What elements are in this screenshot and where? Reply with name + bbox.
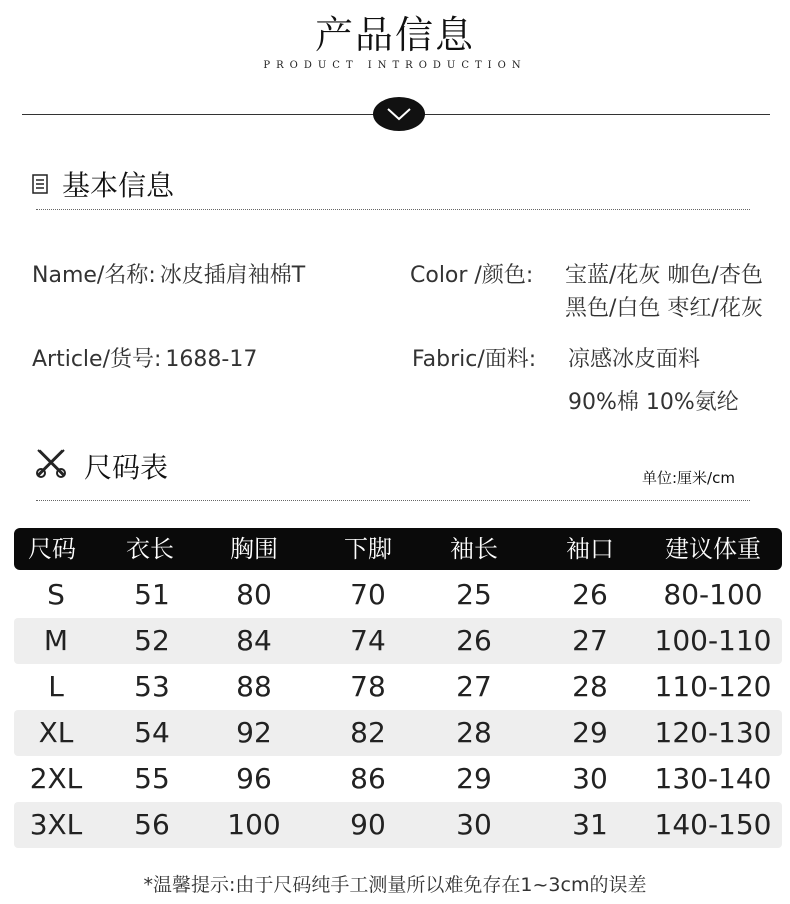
article-value: 1688-17 (165, 347, 258, 372)
color-value-line2: 黑色/白色 枣红/花灰 (565, 296, 763, 321)
table-row (14, 710, 782, 756)
table-row (14, 572, 782, 618)
size-table-body (14, 572, 782, 848)
table-cell: 90 (350, 808, 386, 841)
table-cell: M (43, 624, 69, 657)
info-fabric (412, 342, 536, 373)
table-cell: S (47, 578, 65, 611)
table-cell: 110-120 (654, 670, 772, 703)
table-cell: 53 (134, 670, 170, 703)
unit-label: 单位:厘米/cm (642, 469, 735, 487)
table-cell: 27 (572, 624, 608, 657)
document-list-icon (32, 174, 48, 194)
table-cell: XL (38, 716, 74, 749)
table-cell: 55 (134, 762, 170, 795)
table-row (14, 618, 782, 664)
column-header: 袖长 (450, 535, 498, 563)
article-label: Article/货号: (32, 347, 162, 372)
column-header: 尺码 (28, 535, 76, 563)
size-table-header (14, 528, 782, 570)
table-cell: 3XL (29, 808, 83, 841)
page-subtitle: PRODUCT INTRODUCTION (263, 60, 527, 71)
table-cell: 78 (350, 670, 386, 703)
table-cell: 120-130 (654, 716, 772, 749)
table-cell: 54 (134, 716, 170, 749)
section-divider (36, 209, 750, 210)
name-value: 冰皮插肩袖棉T (159, 263, 306, 288)
table-cell: 82 (350, 716, 386, 749)
fabric-value-line1: 凉感冰皮面料 (568, 347, 701, 372)
table-cell: 27 (456, 670, 492, 703)
table-row (14, 664, 782, 710)
table-cell: 29 (456, 762, 492, 795)
table-cell: 30 (456, 808, 492, 841)
table-cell: 30 (572, 762, 608, 795)
table-cell: 25 (456, 578, 492, 611)
table-cell: 2XL (29, 762, 83, 795)
table-cell: 31 (572, 808, 608, 841)
header-badge (373, 97, 425, 131)
table-cell: 52 (134, 624, 170, 657)
table-cell: 92 (236, 716, 272, 749)
color-label: Color /颜色: (410, 263, 534, 288)
info-article (32, 342, 257, 373)
table-cell: 28 (572, 670, 608, 703)
table-cell: 80 (236, 578, 272, 611)
scissors-icon (34, 446, 68, 480)
table-cell: 130-140 (654, 762, 772, 795)
table-cell: 96 (236, 762, 272, 795)
table-cell: 28 (456, 716, 492, 749)
column-header: 下脚 (344, 535, 392, 563)
column-header: 建议体重 (665, 535, 761, 563)
table-row (14, 756, 782, 802)
table-cell: 140-150 (654, 808, 772, 841)
table-row (14, 802, 782, 848)
fabric-value-line2: 90%棉 10%氨纶 (568, 390, 739, 415)
section-title-basic-info: 基本信息 (62, 169, 175, 202)
footer-note: *温馨提示:由于尺码纯手工测量所以难免存在1~3cm的误差 (143, 874, 647, 896)
table-cell: 86 (350, 762, 386, 795)
table-cell: 74 (350, 624, 386, 657)
fabric-label: Fabric/面料: (412, 347, 537, 372)
table-cell: 56 (134, 808, 170, 841)
table-cell: 26 (456, 624, 492, 657)
info-name (32, 258, 305, 289)
section-divider (36, 500, 750, 501)
info-color (410, 258, 533, 289)
table-cell: 26 (572, 578, 608, 611)
column-header: 袖口 (566, 535, 614, 563)
table-cell: 29 (572, 716, 608, 749)
color-value-line1: 宝蓝/花灰 咖色/杏色 (565, 263, 763, 288)
page-title: 产品信息 (314, 13, 475, 57)
table-cell: 88 (236, 670, 272, 703)
section-title-size-chart: 尺码表 (84, 451, 169, 484)
column-header: 衣长 (126, 535, 174, 563)
column-header: 胸围 (230, 535, 278, 563)
table-cell: 100 (227, 808, 281, 841)
table-cell: 84 (236, 624, 272, 657)
table-cell: 80-100 (663, 578, 763, 611)
table-cell: L (48, 670, 64, 703)
chevron-down-icon (386, 106, 412, 122)
table-cell: 51 (134, 578, 170, 611)
table-cell: 70 (350, 578, 386, 611)
name-label: Name/名称: (32, 263, 156, 288)
table-cell: 100-110 (654, 624, 772, 657)
